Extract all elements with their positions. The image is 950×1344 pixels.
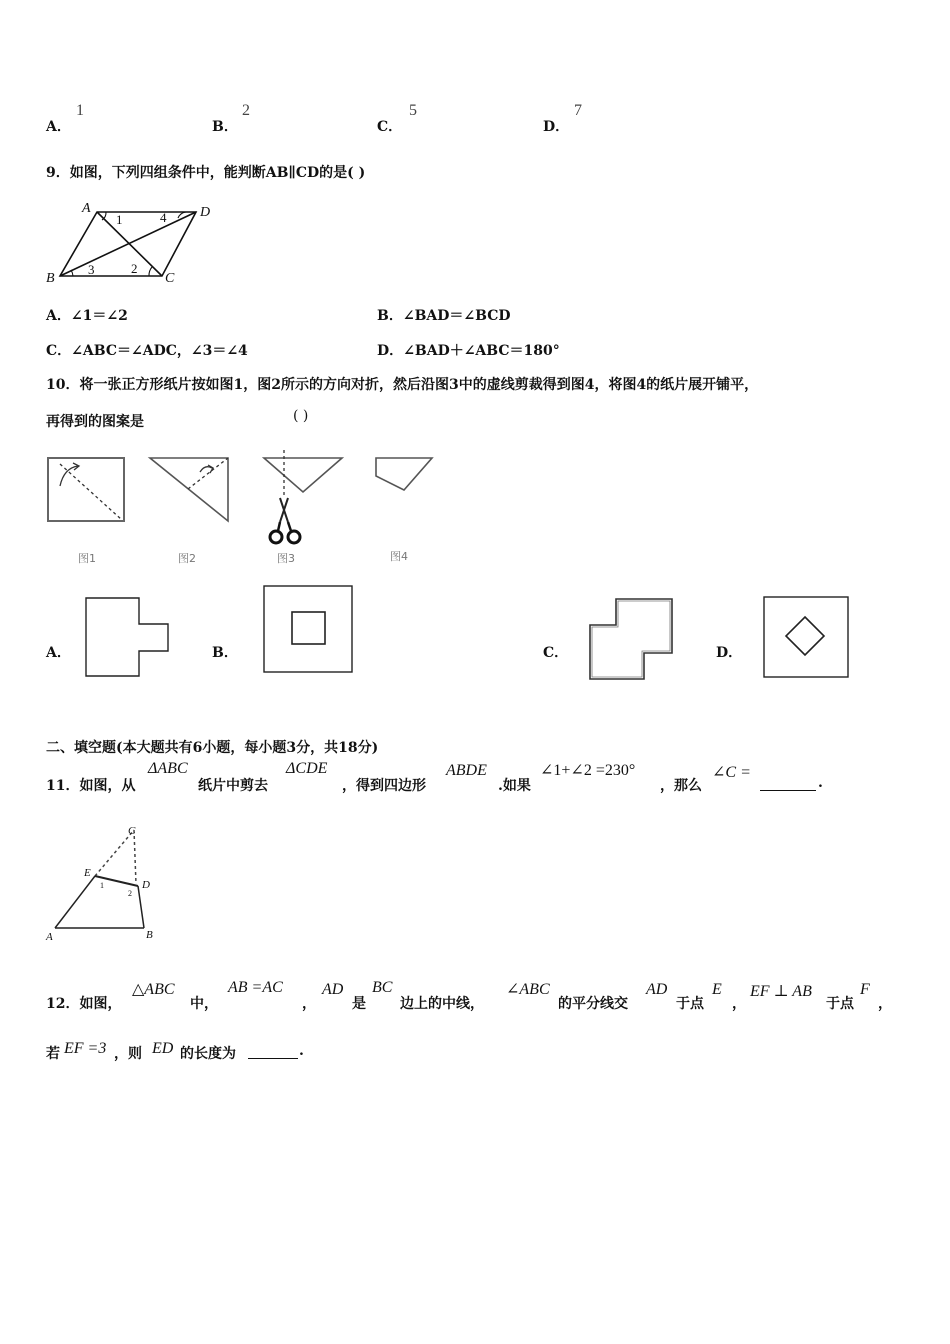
q11-triangle-figure (40, 820, 170, 945)
q9-angle-3: 3 (88, 262, 95, 277)
q11-label-e: E (84, 867, 91, 879)
q12-text-1: 12．如图， (46, 996, 122, 1012)
q8-option-d-letter: D． (543, 119, 570, 135)
q12-math-e: E (712, 981, 722, 998)
q12-math-bc: BC (372, 979, 393, 996)
q10-option-a-letter: A． (46, 645, 71, 661)
q9-label-a: A (82, 201, 91, 216)
q11-answer-blank[interactable] (760, 776, 816, 791)
q12-math-ad: AD (322, 981, 344, 998)
q8-option-a-letter: A． (46, 119, 71, 135)
q10-caption-fig1: 图1 (78, 552, 96, 565)
q12-text-3: ， (302, 996, 316, 1012)
q10-caption-fig4: 图4 (390, 550, 408, 563)
q11-label-d: D (142, 879, 150, 891)
q8-option-b-letter: B． (212, 119, 238, 135)
q10-option-b-letter: B． (212, 645, 238, 661)
q11-text-4: .如果 (498, 778, 531, 794)
q10-option-d-shape (762, 595, 850, 679)
q11-math-triangle-abc: ΔABC (148, 760, 188, 777)
q12-text-10: ， (878, 996, 892, 1012)
q9-option-b: B．∠BAD＝∠BCD (377, 308, 511, 324)
q9-label-c: C (165, 271, 175, 286)
q12-line2-end: . (299, 1043, 304, 1059)
q10-paren: ( ) (293, 408, 309, 424)
q10-option-c-letter: C． (543, 645, 569, 661)
q10-stem-line2: 再得到的图案是 (46, 414, 144, 430)
q12-math-angle-abc: ∠ABC (506, 981, 550, 998)
q10-option-d-letter: D． (716, 645, 743, 661)
q12-text-9: 于点 (826, 996, 854, 1012)
q12-text-8: ， (732, 996, 746, 1012)
q12-text-6: 的平分线交 (558, 996, 628, 1012)
q11-math-triangle-cde: ΔCDE (286, 760, 328, 777)
q9-parallelogram-figure (40, 196, 230, 288)
q10-folding-figures (40, 450, 450, 570)
q10-caption-fig2: 图2 (178, 552, 196, 565)
q11-math-quad-abde: ABDE (446, 762, 487, 779)
q12-text-7: 于点 (676, 996, 704, 1012)
q11-angle-1: 1 (100, 881, 104, 890)
q12-line2-text-1: 若 (46, 1046, 60, 1062)
q9-option-a: A．∠1＝∠2 (46, 308, 128, 324)
q12-answer-blank[interactable] (248, 1044, 298, 1059)
q9-stem: 9．如图，下列四组条件中，能判断AB∥CD的是( ) (46, 165, 366, 181)
q11-end: . (818, 775, 823, 791)
q8-option-c-value: 5 (409, 102, 417, 119)
q8-option-c-letter: C． (377, 119, 403, 135)
q12-text-4: 是 (352, 996, 366, 1012)
q9-label-b: B (46, 271, 55, 286)
q12-text-5: 边上的中线， (400, 996, 484, 1012)
q12-math-ef-eq-3: EF =3 (64, 1040, 107, 1057)
q12-math-triangle-abc: △ABC (132, 981, 175, 998)
q9-angle-1: 1 (116, 212, 123, 227)
q12-math-ed: ED (152, 1040, 174, 1057)
q11-label-b: B (146, 929, 153, 941)
q11-text-1: 11．如图，从 (46, 778, 136, 794)
q10-option-b-shape (262, 584, 354, 674)
q9-angle-2: 2 (131, 261, 138, 276)
q11-label-c: C (128, 825, 136, 837)
q10-stem-line1: 10．将一张正方形纸片按如图1，图2所示的方向对折，然后沿图3中的虚线剪裁得到图4，将图4的纸片展开铺平， (46, 377, 759, 393)
q10-option-c-shape (588, 597, 676, 683)
q11-math-angle-c: ∠C = (712, 764, 751, 781)
q11-text-5: ，那么 (660, 778, 702, 794)
q11-angle-2: 2 (128, 889, 132, 898)
q9-angle-4: 4 (160, 210, 167, 225)
q12-math-f: F (860, 981, 870, 998)
q11-text-3: ，得到四边形 (342, 778, 426, 794)
q11-label-a: A (46, 931, 53, 943)
section-2-title: 二、填空题(本大题共有6小题，每小题3分，共18分) (46, 740, 379, 756)
q12-math-ad-2: AD (646, 981, 668, 998)
q10-option-a-shape (84, 596, 174, 680)
q10-caption-fig3: 图3 (277, 552, 295, 565)
q12-text-2: 中， (190, 996, 218, 1012)
q8-option-d-value: 7 (574, 102, 582, 119)
q12-math-ab-eq-ac: AB =AC (228, 979, 283, 996)
q9-label-d: D (200, 205, 211, 220)
q12-line2-text-3: 的长度为 (180, 1046, 236, 1062)
q9-option-c: C．∠ABC＝∠ADC，∠3＝∠4 (46, 343, 248, 359)
q12-math-ef-perp-ab: EF ⊥ AB (750, 983, 812, 1000)
q12-line2-text-2: ，则 (114, 1046, 142, 1062)
q11-math-angle-sum: ∠1+∠2 =230° (540, 762, 636, 779)
q11-text-2: 纸片中剪去 (198, 778, 268, 794)
q8-option-a-value: 1 (76, 102, 84, 119)
q8-option-b-value: 2 (242, 102, 250, 119)
q9-option-d: D．∠BAD＋∠ABC＝180° (377, 343, 560, 359)
